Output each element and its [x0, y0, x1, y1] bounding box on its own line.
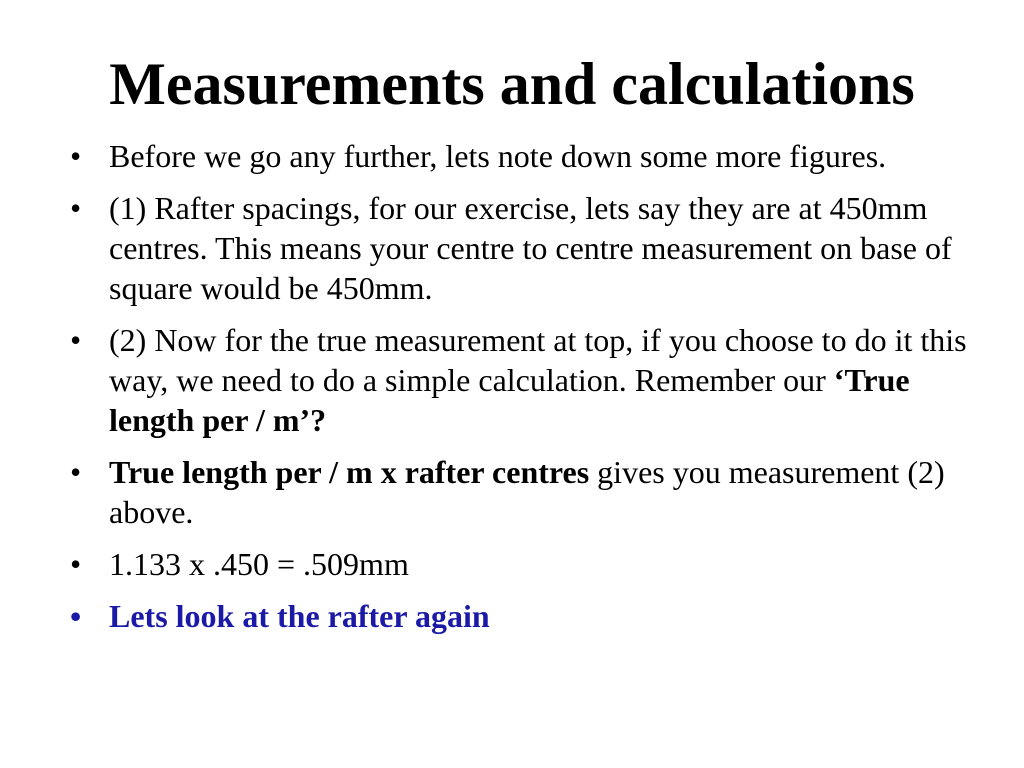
bullet-text: 1.133 x .450 = .509mm [109, 546, 409, 582]
bullet-bold-text: ‘True length per / m’? [109, 362, 910, 438]
bullet-item-2 [70, 188, 970, 308]
bullet-icon: • [70, 598, 82, 634]
slide-title: Measurements and calculations [109, 51, 915, 117]
bullet-icon: • [70, 546, 82, 582]
bullet-item-1 [70, 136, 970, 176]
bullet-icon: • [70, 322, 82, 358]
bullet-list [70, 136, 970, 648]
bullet-item-6[interactable] [70, 596, 970, 636]
bullet-icon: • [70, 190, 82, 226]
rafter-link[interactable]: Lets look at the rafter again [109, 598, 490, 634]
bullet-item-4 [70, 452, 970, 532]
bullet-icon: • [70, 454, 82, 490]
bullet-bold-text: True length per / m x rafter centres [109, 454, 590, 490]
bullet-text: Before we go any further, lets note down some more figures. [109, 138, 887, 174]
bullet-icon: • [70, 138, 82, 174]
bullet-item-3 [70, 320, 970, 440]
bullet-text: (2) Now for the true measurement at top, if you choose to do it this way, we need to do a simple calculation. Remember our [109, 322, 967, 398]
bullet-item-5 [70, 544, 970, 584]
bullet-text: gives you measurement (2) above. [109, 454, 945, 530]
bullet-text: (1) Rafter spacings, for our exercise, lets say they are at 450mm centres. This means your centre to centre measurement on base of square would be 450mm. [109, 190, 952, 306]
